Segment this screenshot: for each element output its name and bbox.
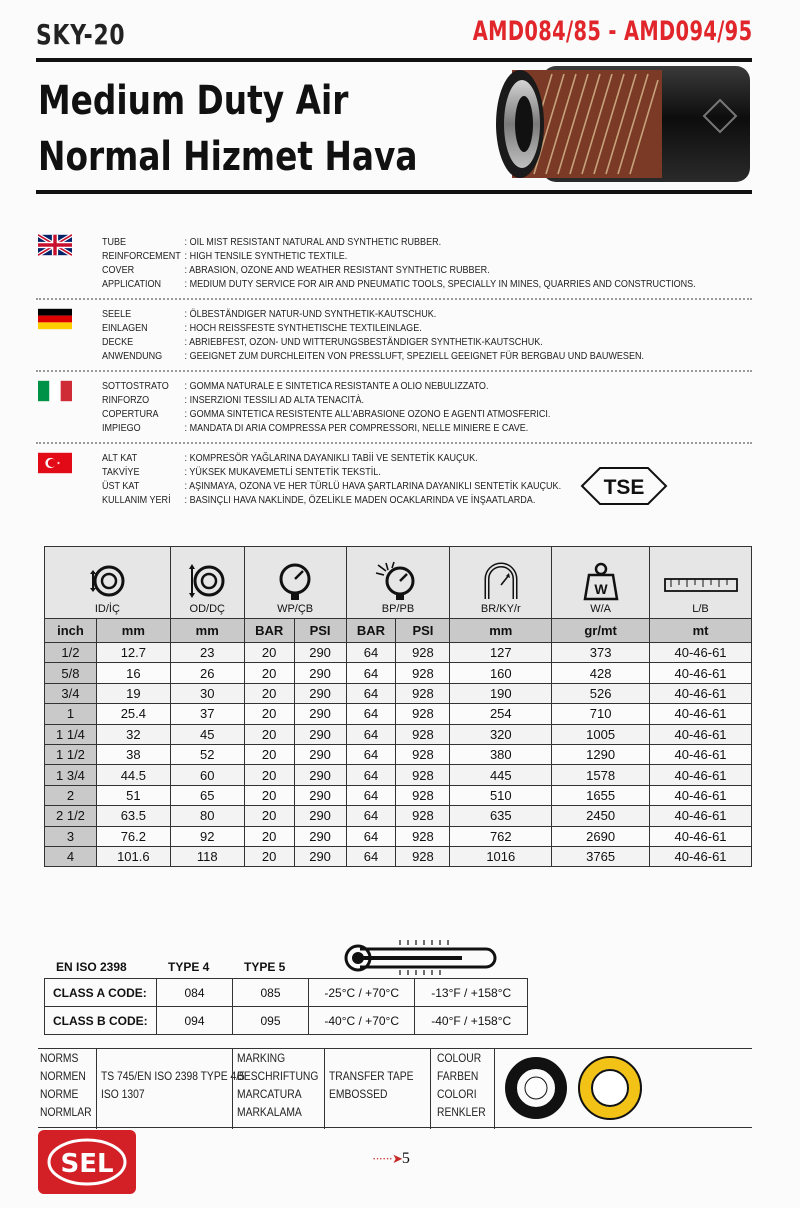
unit-header: PSI	[396, 619, 450, 643]
spec-value: : YÜKSEK MUKAVEMETLİ SENTETİK TEKSTİL.	[184, 466, 381, 478]
unit-header: PSI	[294, 619, 346, 643]
table-cell: 290	[294, 785, 346, 805]
table-cell: 40-46-61	[650, 806, 752, 826]
spec-value: : ABRASION, OZONE AND WEATHER RESISTANT SYNTHETIC RUBBER.	[184, 264, 490, 276]
table-cell: 928	[396, 704, 450, 724]
spec-value: : HOCH REISSFESTE SYNTHETISCHE TEXTILEINLAGE.	[184, 322, 422, 334]
table-cell: 60	[170, 765, 244, 785]
type5-label: TYPE 5	[244, 960, 286, 974]
table-cell: 20	[244, 643, 294, 663]
marking-labels	[232, 1049, 324, 1129]
spec-value: : MANDATA DI ARIA COMPRESSA PER COMPRESSORI, NELLE MINIERE E CAVE.	[184, 422, 529, 434]
germany-flag-icon	[38, 308, 72, 330]
table-cell: 63.5	[96, 806, 170, 826]
table-cell: 64	[346, 724, 396, 744]
col-label: BR/KY/r	[480, 603, 521, 615]
table-cell: 1 1/2	[45, 744, 97, 764]
ruler-icon	[661, 561, 741, 601]
table-cell: 26	[170, 663, 244, 683]
table-cell: 290	[294, 765, 346, 785]
spec-value: : BASINÇLI HAVA NAKLİNDE, ÖZELİKLE MADEN OCAKLARINDA VE İNŞAATLARDA.	[184, 494, 536, 506]
col-label: BP/PB	[381, 603, 415, 615]
table-cell: 3765	[552, 846, 650, 866]
table-cell: 5/8	[45, 663, 97, 683]
table-row	[45, 846, 752, 866]
class-code-table	[44, 978, 528, 1035]
spec-value: : GOMMA SINTETICA RESISTENTE ALL'ABRASIONE OZONO E AGENTI ATMOSFERICI.	[184, 408, 551, 420]
unit-header: BAR	[346, 619, 396, 643]
table-cell: 20	[244, 683, 294, 703]
col-od	[170, 547, 244, 619]
page-number	[372, 1150, 410, 1168]
spec-key: RINFORZO	[102, 394, 150, 406]
col-label: W/A	[590, 603, 611, 615]
table-cell: 40-46-61	[650, 663, 752, 683]
table-cell: 51	[96, 785, 170, 805]
uk-flag-icon	[38, 234, 72, 256]
marking-label: MARKALAMA	[237, 1105, 302, 1119]
hose-illustration	[482, 60, 752, 188]
table-cell: 20	[244, 765, 294, 785]
marking-label: MARKING	[237, 1051, 286, 1065]
table-cell: 20	[244, 826, 294, 846]
unit-header: mt	[650, 619, 752, 643]
table-cell: 65	[170, 785, 244, 805]
unit-header: mm	[170, 619, 244, 643]
table-cell: 30	[170, 683, 244, 703]
class-row	[45, 979, 528, 1007]
outer-diameter-icon	[187, 561, 227, 601]
table-row	[45, 826, 752, 846]
spec-key: TAKVİYE	[102, 466, 140, 478]
table-cell: 160	[450, 663, 552, 683]
spec-key: ANWENDUNG	[102, 350, 163, 362]
gauge-icon	[275, 561, 315, 601]
table-cell: 64	[346, 663, 396, 683]
table-cell: 12.7	[96, 643, 170, 663]
col-length	[650, 547, 752, 619]
table-cell: 320	[450, 724, 552, 744]
table-cell: 1/2	[45, 643, 97, 663]
table-cell: 52	[170, 744, 244, 764]
spec-key: REINFORCEMENT	[102, 250, 181, 262]
table-cell: 635	[450, 806, 552, 826]
italy-flag-icon	[38, 380, 72, 402]
table-cell: 32	[96, 724, 170, 744]
marking-label: MARCATURA	[237, 1087, 302, 1101]
table-cell: 20	[244, 806, 294, 826]
colour-label: COLOUR	[437, 1051, 482, 1065]
table-cell: 526	[552, 683, 650, 703]
table-cell: 64	[346, 643, 396, 663]
lang-block-italian	[36, 378, 752, 442]
table-cell: 64	[346, 806, 396, 826]
title-turkish: Normal Hizmet Hava	[38, 134, 418, 180]
table-cell: 76.2	[96, 826, 170, 846]
table-cell: 64	[346, 683, 396, 703]
spec-value: : AŞINMAYA, OZONA VE HER TÜRLÜ HAVA ŞARTLARINA DAYANIKLI SENTETİK KAUÇUK.	[184, 480, 562, 492]
table-cell: 19	[96, 683, 170, 703]
table-cell: 928	[396, 744, 450, 764]
fahrenheit-range: -40°F / +158°C	[415, 1007, 528, 1035]
table-cell: 64	[346, 765, 396, 785]
table-cell: 20	[244, 785, 294, 805]
col-bp	[346, 547, 450, 619]
class-row	[45, 1007, 528, 1035]
table-cell: 190	[450, 683, 552, 703]
spec-table-body	[45, 643, 752, 867]
unit-header: mm	[96, 619, 170, 643]
unit-header: BAR	[244, 619, 294, 643]
table-cell: 44.5	[96, 765, 170, 785]
spec-value: : ÖLBESTÄNDIGER NATUR-UND SYNTHETIK-KAUTSCHUK.	[184, 308, 437, 320]
spec-key: DECKE	[102, 336, 134, 348]
table-cell: 64	[346, 846, 396, 866]
spec-key: TUBE	[102, 236, 127, 248]
table-cell: 928	[396, 765, 450, 785]
table-cell: 2690	[552, 826, 650, 846]
class-label: CLASS B CODE:	[45, 1007, 157, 1035]
table-cell: 428	[552, 663, 650, 683]
table-cell: 40-46-61	[650, 826, 752, 846]
sel-logo	[38, 1130, 136, 1194]
table-cell: 20	[244, 663, 294, 683]
unit-header: mm	[450, 619, 552, 643]
table-cell: 118	[170, 846, 244, 866]
norms-value: TS 745/EN ISO 2398 TYPE 4/5	[101, 1069, 245, 1083]
table-cell: 64	[346, 744, 396, 764]
weight-icon	[581, 561, 621, 601]
table-cell: 2 1/2	[45, 806, 97, 826]
spec-key: COPERTURA	[102, 408, 159, 420]
colour-labels	[430, 1049, 494, 1129]
section-divider	[36, 442, 752, 444]
norms-label: NORMLAR	[40, 1105, 92, 1119]
table-cell: 1 1/4	[45, 724, 97, 744]
svg-text:W: W	[594, 581, 608, 597]
table-cell: 290	[294, 806, 346, 826]
colour-label: COLORI	[437, 1087, 477, 1101]
table-cell: 710	[552, 704, 650, 724]
table-cell: 40-46-61	[650, 785, 752, 805]
spec-key: ÜST KAT	[102, 480, 140, 492]
table-cell: 64	[346, 826, 396, 846]
table-cell: 45	[170, 724, 244, 744]
table-cell: 290	[294, 683, 346, 703]
logo-text: SEL	[60, 1149, 114, 1179]
unit-header: inch	[45, 619, 97, 643]
norms-label: NORMEN	[40, 1069, 86, 1083]
spec-key: APPLICATION	[102, 278, 162, 290]
table-cell: 762	[450, 826, 552, 846]
marking-values	[324, 1049, 430, 1129]
norms-value: ISO 1307	[101, 1087, 145, 1101]
table-cell: 928	[396, 785, 450, 805]
spec-table	[44, 546, 752, 867]
table-cell: 16	[96, 663, 170, 683]
table-cell: 373	[552, 643, 650, 663]
section-divider	[36, 298, 752, 300]
norms-labels	[40, 1049, 96, 1129]
table-cell: 40-46-61	[650, 704, 752, 724]
burst-gauge-icon	[374, 561, 422, 601]
type4-code: 084	[157, 979, 233, 1007]
table-row	[45, 643, 752, 663]
unit-header: gr/mt	[552, 619, 650, 643]
table-cell: 20	[244, 704, 294, 724]
spec-value: : ABRIEBFEST, OZON- UND WITTERUNGSBESTÄNDIGER SYNTHETIK-KAUTSCHUK.	[184, 336, 543, 348]
title-english: Medium Duty Air	[38, 78, 349, 124]
table-row	[45, 724, 752, 744]
col-br	[450, 547, 552, 619]
type5-code: 095	[233, 1007, 309, 1035]
table-cell: 928	[396, 826, 450, 846]
spec-value: : MEDIUM DUTY SERVICE FOR AIR AND PNEUMATIC TOOLS, SPECIALLY IN MINES, QUARRIES AND CONSTRUCTIONS.	[184, 278, 696, 290]
table-cell: 290	[294, 826, 346, 846]
table-cell: 40-46-61	[650, 744, 752, 764]
table-cell: 928	[396, 724, 450, 744]
spec-key: KULLANIM YERİ	[102, 494, 171, 506]
table-cell: 23	[170, 643, 244, 663]
table-cell: 928	[396, 806, 450, 826]
marking-value: TRANSFER TAPE	[329, 1069, 414, 1083]
spec-key: COVER	[102, 264, 135, 276]
table-row	[45, 806, 752, 826]
class-label: CLASS A CODE:	[45, 979, 157, 1007]
thermometer-icon	[340, 936, 500, 980]
series-code: SKY-20	[36, 18, 126, 51]
colour-label: FARBEN	[437, 1069, 479, 1083]
table-cell: 1005	[552, 724, 650, 744]
spec-value: : KOMPRESÖR YAĞLARINA DAYANIKLI TABİİ VE SENTETİK KAUÇUK.	[184, 452, 478, 464]
col-label: L/B	[692, 603, 709, 615]
turkey-flag-icon	[38, 452, 72, 474]
tse-mark-icon	[578, 464, 670, 508]
type4-label: TYPE 4	[168, 960, 210, 974]
table-cell: 40-46-61	[650, 846, 752, 866]
table-cell: 64	[346, 785, 396, 805]
col-label: WP/ÇB	[277, 603, 314, 615]
table-cell: 20	[244, 846, 294, 866]
spec-key: ALT KAT	[102, 452, 138, 464]
table-cell: 40-46-61	[650, 643, 752, 663]
table-cell: 25.4	[96, 704, 170, 724]
table-cell: 928	[396, 683, 450, 703]
table-row	[45, 704, 752, 724]
tse-mark-text: TSE	[603, 476, 645, 499]
type5-code: 085	[233, 979, 309, 1007]
arrow-icon: ······➤	[372, 1151, 402, 1166]
table-cell: 1655	[552, 785, 650, 805]
table-cell: 445	[450, 765, 552, 785]
table-cell: 290	[294, 744, 346, 764]
page-number-value: 5	[401, 1150, 410, 1167]
spec-key: SOTTOSTRATO	[102, 380, 169, 392]
table-cell: 290	[294, 704, 346, 724]
table-cell: 510	[450, 785, 552, 805]
bend-radius-icon	[479, 561, 523, 601]
yellow-ring-core	[592, 1070, 628, 1106]
spec-key: SEELE	[102, 308, 132, 320]
col-weight	[552, 547, 650, 619]
celsius-range: -40°C / +70°C	[309, 1007, 415, 1035]
colour-label: RENKLER	[437, 1105, 486, 1119]
norms-values	[96, 1049, 245, 1129]
table-cell: 40-46-61	[650, 683, 752, 703]
table-cell: 290	[294, 724, 346, 744]
table-cell: 127	[450, 643, 552, 663]
lang-block-english	[36, 232, 752, 296]
fahrenheit-range: -13°F / +158°C	[415, 979, 528, 1007]
spec-value: : INSERZIONI TESSILI AD ALTA TENACITÀ.	[184, 394, 365, 406]
table-cell: 101.6	[96, 846, 170, 866]
spec-value: : GOMMA NATURALE E SINTETICA RESISTANTE A OLIO NEBULIZZATO.	[184, 380, 489, 392]
type4-code: 094	[157, 1007, 233, 1035]
table-cell: 290	[294, 663, 346, 683]
standard-label: EN ISO 2398	[56, 960, 127, 974]
table-cell: 1578	[552, 765, 650, 785]
marking-label: BESCHRIFTUNG	[237, 1069, 319, 1083]
table-row	[45, 744, 752, 764]
table-cell: 20	[244, 724, 294, 744]
spec-value: : OIL MIST RESISTANT NATURAL AND SYNTHETIC RUBBER.	[184, 236, 442, 248]
col-wp	[244, 547, 346, 619]
table-cell: 4	[45, 846, 97, 866]
table-cell: 37	[170, 704, 244, 724]
table-cell: 2450	[552, 806, 650, 826]
col-label: ID/İÇ	[94, 603, 120, 615]
spec-value: : GEEIGNET ZUM DURCHLEITEN VON PRESSLUFT, SPEZIELL GEEIGNET FÜR BERGBAU UND BAUWESEN.	[184, 350, 645, 362]
table-cell: 92	[170, 826, 244, 846]
spec-key: EINLAGEN	[102, 322, 148, 334]
table-cell: 2	[45, 785, 97, 805]
table-cell: 1016	[450, 846, 552, 866]
table-cell: 80	[170, 806, 244, 826]
table-cell: 3	[45, 826, 97, 846]
table-cell: 290	[294, 846, 346, 866]
norms-label: NORMS	[40, 1051, 79, 1065]
table-cell: 40-46-61	[650, 724, 752, 744]
table-cell: 1290	[552, 744, 650, 764]
table-cell: 3/4	[45, 683, 97, 703]
table-cell: 928	[396, 846, 450, 866]
section-divider	[36, 370, 752, 372]
spec-key: IMPIEGO	[102, 422, 141, 434]
black-ring-core	[525, 1077, 547, 1099]
header-rule	[36, 190, 752, 194]
table-row	[45, 663, 752, 683]
spec-value: : HIGH TENSILE SYNTHETIC TEXTILE.	[184, 250, 348, 262]
col-id	[45, 547, 171, 619]
table-row	[45, 765, 752, 785]
col-label: OD/DÇ	[189, 603, 225, 615]
table-cell: 254	[450, 704, 552, 724]
table-cell: 928	[396, 643, 450, 663]
product-codes: AMD084/85 - AMD094/95	[472, 16, 752, 47]
inner-diameter-icon	[87, 561, 127, 601]
table-cell: 64	[346, 704, 396, 724]
table-cell: 290	[294, 643, 346, 663]
colour-rings-icon	[500, 1052, 650, 1124]
table-cell: 1 3/4	[45, 765, 97, 785]
marking-value: EMBOSSED	[329, 1087, 388, 1101]
table-cell: 40-46-61	[650, 765, 752, 785]
table-row	[45, 785, 752, 805]
celsius-range: -25°C / +70°C	[309, 979, 415, 1007]
table-cell: 1	[45, 704, 97, 724]
table-row	[45, 683, 752, 703]
table-cell: 38	[96, 744, 170, 764]
lang-block-german	[36, 306, 752, 370]
table-cell: 928	[396, 663, 450, 683]
table-cell: 380	[450, 744, 552, 764]
norms-label: NORME	[40, 1087, 79, 1101]
table-cell: 20	[244, 744, 294, 764]
